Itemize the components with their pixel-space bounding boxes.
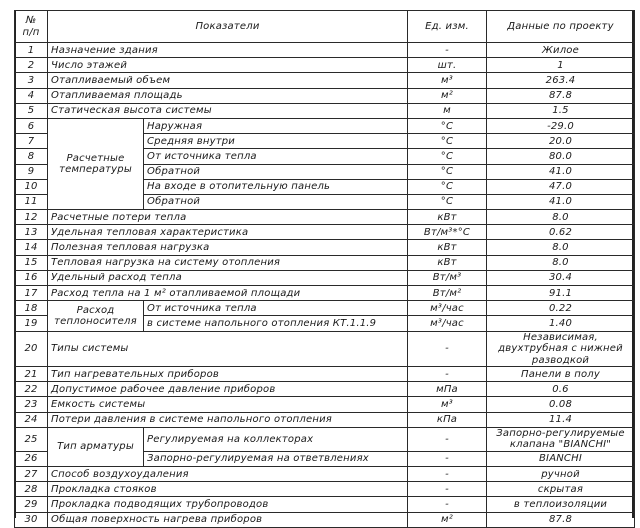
table-row [15,225,635,240]
row-number: 4 [15,88,48,103]
row-value: 1.40 [487,316,635,331]
row-label: Прокладка стояков [48,482,408,497]
table-row [15,497,635,512]
row-label: Полезная тепловая нагрузка [48,240,408,255]
row-value: в теплоизоляции [487,497,635,512]
row-number: 17 [15,286,48,301]
row-label: Удельная тепловая характеристика [48,225,408,240]
row-unit: шт. [408,58,487,73]
table-row [15,367,635,382]
row-label: Наружная [144,118,408,133]
row-value: 8.0 [487,240,635,255]
row-value: Панели в полу [487,367,635,382]
row-unit: °С [408,194,487,209]
row-number: 10 [15,179,48,194]
row-unit: кВт [408,255,487,270]
row-value: -29.0 [487,118,635,133]
row-value: Независимая, двухтрубная с нижней разводкой [487,331,635,367]
row-unit: - [408,497,487,512]
row-number: 6 [15,118,48,133]
row-value: 41.0 [487,194,635,209]
table-row [15,512,635,527]
row-label: Статическая высота системы [48,103,408,118]
header-unit: Ед. изм. [408,11,487,43]
table-row [15,270,635,285]
row-value: 0.22 [487,301,635,316]
row-number: 3 [15,73,48,88]
row-label: Прокладка подводящих трубопроводов [48,497,408,512]
row-value: 87.8 [487,88,635,103]
table-row [15,103,635,118]
table-row [15,58,635,73]
table-row [15,286,635,301]
row-value: 0.62 [487,225,635,240]
row-label: Назначение здания [48,43,408,58]
table-row [15,382,635,397]
row-value: Запорно-регулируемые клапана "BIANCHI" [487,427,635,451]
row-label: Число этажей [48,58,408,73]
row-label: Тепловая нагрузка на систему отопления [48,255,408,270]
row-label: Регулируемая на коллекторах [144,427,408,451]
row-value: 8.0 [487,255,635,270]
row-number: 1 [15,43,48,58]
row-value: BIANCHI [487,451,635,466]
table-row [15,118,635,133]
row-label: Расчетные потери тепла [48,210,408,225]
row-unit: - [408,43,487,58]
row-unit: - [408,367,487,382]
row-value: 80.0 [487,149,635,164]
row-label: Потери давления в системе напольного отопления [48,412,408,427]
row-unit: м³ [408,73,487,88]
row-number: 13 [15,225,48,240]
header-value: Данные по проекту [487,11,635,43]
row-value: 91.1 [487,286,635,301]
row-value: 47.0 [487,179,635,194]
row-label: Расход тепла на 1 м² отапливаемой площади [48,286,408,301]
table-row [15,255,635,270]
row-number: 26 [15,451,48,466]
row-number: 28 [15,482,48,497]
row-label: Способ воздухоудаления [48,467,408,482]
row-value: 0.08 [487,397,635,412]
row-label: Емкость системы [48,397,408,412]
row-number: 5 [15,103,48,118]
row-number: 11 [15,194,48,209]
row-unit: Вт/м³*°С [408,225,487,240]
row-unit: °С [408,134,487,149]
row-number: 15 [15,255,48,270]
row-label: От источника тепла [144,301,408,316]
row-label: На входе в отопительную панель [144,179,408,194]
project-indicators-table [14,10,635,528]
table-row [15,88,635,103]
row-label: Отапливаемая площадь [48,88,408,103]
header-indicator: Показатели [48,11,408,43]
row-number: 25 [15,427,48,451]
row-label: Обратной [144,164,408,179]
table-row [15,467,635,482]
group-label-design-temperatures: Расчетные температуры [48,118,144,209]
row-unit: кВт [408,210,487,225]
row-unit: - [408,482,487,497]
row-label: Тип нагревательных приборов [48,367,408,382]
group-label-coolant-flow: Расход теплоносителя [48,301,144,331]
row-value: 8.0 [487,210,635,225]
row-value: 263.4 [487,73,635,88]
row-value: Жилое [487,43,635,58]
row-unit: м² [408,88,487,103]
header-number: № п/п [15,11,48,43]
row-value: 1 [487,58,635,73]
table-row [15,331,635,367]
table-row [15,43,635,58]
row-number: 18 [15,301,48,316]
row-number: 22 [15,382,48,397]
row-label: От источника тепла [144,149,408,164]
row-value: 30.4 [487,270,635,285]
row-unit: мПа [408,382,487,397]
row-unit: кВт [408,240,487,255]
table-row [15,397,635,412]
row-unit: м² [408,512,487,527]
row-label: Запорно-регулируемая на ответвлениях [144,451,408,466]
row-unit: м [408,103,487,118]
row-label: Допустимое рабочее давление приборов [48,382,408,397]
row-number: 14 [15,240,48,255]
table-row [15,301,635,316]
row-unit: - [408,331,487,367]
row-unit: - [408,467,487,482]
table-row [15,210,635,225]
row-unit: - [408,427,487,451]
row-label: Типы системы [48,331,408,367]
row-number: 2 [15,58,48,73]
row-label: Отапливаемый объем [48,73,408,88]
row-value: ручной [487,467,635,482]
row-value: 1.5 [487,103,635,118]
row-number: 20 [15,331,48,367]
row-label: в системе напольного отопления КТ.1.1.9 [144,316,408,331]
row-unit: °С [408,179,487,194]
row-number: 23 [15,397,48,412]
row-value: 41.0 [487,164,635,179]
row-value: 0.6 [487,382,635,397]
row-unit: - [408,451,487,466]
group-label-valve-type: Тип арматуры [48,427,144,466]
row-value: 11.4 [487,412,635,427]
row-label: Удельный расход тепла [48,270,408,285]
table-row [15,412,635,427]
row-number: 7 [15,134,48,149]
row-number: 12 [15,210,48,225]
row-value: 87.8 [487,512,635,527]
row-number: 19 [15,316,48,331]
row-number: 16 [15,270,48,285]
row-number: 29 [15,497,48,512]
row-number: 30 [15,512,48,527]
row-value: 20.0 [487,134,635,149]
row-unit: Вт/м² [408,286,487,301]
row-unit: °С [408,149,487,164]
row-number: 8 [15,149,48,164]
table-row [15,73,635,88]
row-unit: м³/час [408,301,487,316]
row-label: Обратной [144,194,408,209]
table-row [15,427,635,451]
table-row [15,482,635,497]
table-header-row [15,11,635,43]
row-unit: °С [408,118,487,133]
row-unit: м³/час [408,316,487,331]
row-unit: °С [408,164,487,179]
row-unit: Вт/м³ [408,270,487,285]
row-number: 27 [15,467,48,482]
row-label: Средняя внутри [144,134,408,149]
row-number: 9 [15,164,48,179]
row-number: 24 [15,412,48,427]
row-label: Общая поверхность нагрева приборов [48,512,408,527]
row-unit: кПа [408,412,487,427]
row-unit: м³ [408,397,487,412]
table-row [15,240,635,255]
row-number: 21 [15,367,48,382]
row-value: скрытая [487,482,635,497]
